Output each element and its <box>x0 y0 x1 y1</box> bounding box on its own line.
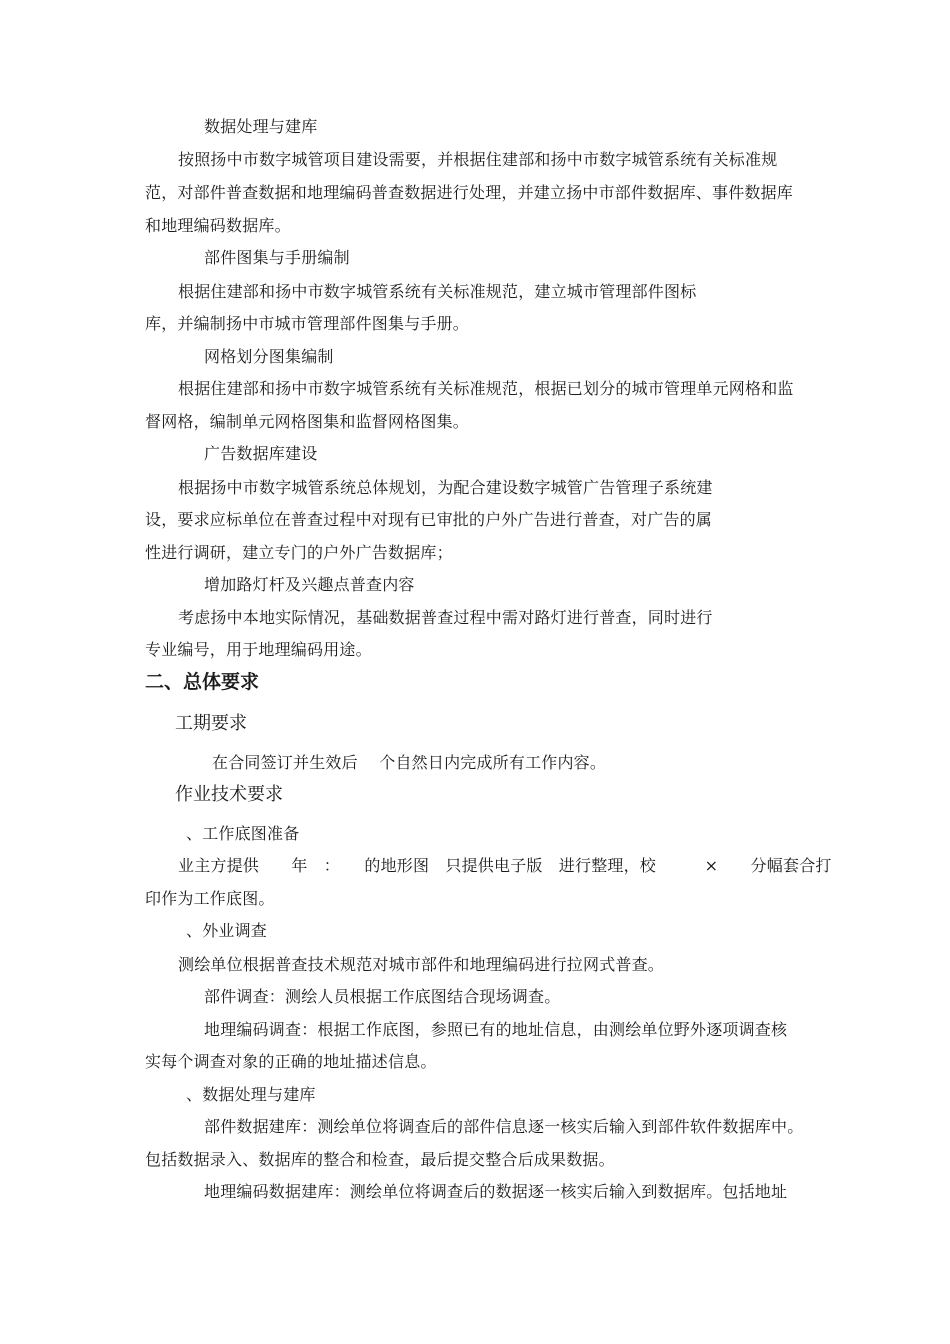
paragraph-line: 印作为工作底图。 <box>145 889 275 908</box>
paragraph-line: 地理编码数据建库：测绘单位将调查后的数据逐一核实后输入到数据库。包括地址 <box>204 1182 788 1201</box>
paragraph-line: 包括数据录入、数据库的整合和检查，最后提交整合后成果数据。 <box>145 1150 615 1169</box>
paragraph-line: 根据扬中市数字城管系统总体规划，为配合建设数字城管广告管理子系统建 <box>178 478 713 497</box>
chapter-title: 二、总体要求 <box>145 671 260 693</box>
item-heading-data-processing: 、数据处理与建库 <box>186 1085 316 1104</box>
subsection-heading-schedule: 工期要求 <box>175 713 247 734</box>
paragraph-line: 根据住建部和扬中市数字城管系统有关标准规范，建立城市管理部件图标 <box>178 282 697 301</box>
item-heading-field-survey: 、外业调查 <box>186 921 268 940</box>
paragraph-line: 根据住建部和扬中市数字城管系统有关标准规范，根据已划分的城市管理单元网格和监 <box>178 379 794 398</box>
paragraph-line: 督网格，编制单元网格图集和监督网格图集。 <box>145 412 470 431</box>
paragraph-line: 设，要求应标单位在普查过程中对现有已审批的户外广告进行普查，对广告的属 <box>145 510 713 529</box>
paragraph-line: 和地理编码数据库。 <box>145 216 291 235</box>
paragraph-line: 考虑扬中本地实际情况，基础数据普查过程中需对路灯进行普查，同时进行 <box>178 608 713 627</box>
paragraph-line: 实每个调查对象的正确的地址描述信息。 <box>145 1052 437 1071</box>
paragraph-line: 地理编码调查：根据工作底图，参照已有的地址信息，由测绘单位野外逐项调查核 <box>204 1020 788 1039</box>
paragraph-line: 业主方提供 年 ： 的地形图 只提供电子版 进行整理，校 × 分幅套合打 <box>178 856 832 875</box>
section-heading-component-atlas: 部件图集与手册编制 <box>204 248 350 267</box>
paragraph-line: 部件调查：测绘人员根据工作底图结合现场调查。 <box>204 987 561 1006</box>
paragraph-line: 范，对部件普查数据和地理编码普查数据进行处理，并建立扬中市部件数据库、事件数据库 <box>145 183 794 202</box>
paragraph-line: 部件数据建库：测绘单位将调查后的部件信息逐一核实后输入到部件软件数据库中。 <box>204 1117 804 1136</box>
paragraph-line: 在合同签订并生效后 个自然日内完成所有工作内容。 <box>212 753 607 772</box>
section-heading-streetlight-survey: 增加路灯杆及兴趣点普查内容 <box>204 575 415 594</box>
paragraph-line: 专业编号，用于地理编码用途。 <box>145 640 372 659</box>
section-heading-data-processing: 数据处理与建库 <box>204 117 318 136</box>
paragraph-line: 性进行调研，建立专门的户外广告数据库； <box>145 543 453 562</box>
subsection-heading-technical: 作业技术要求 <box>175 784 283 805</box>
paragraph-line: 测绘单位根据普查技术规范对城市部件和地理编码进行拉网式普查。 <box>178 955 665 974</box>
section-heading-ad-database: 广告数据库建设 <box>204 444 318 463</box>
section-heading-grid-atlas: 网格划分图集编制 <box>204 347 334 366</box>
paragraph-line: 库，并编制扬中市城市管理部件图集与手册。 <box>145 314 470 333</box>
paragraph-line: 按照扬中市数字城管项目建设需要，并根据住建部和扬中市数字城管系统有关标准规 <box>178 150 778 169</box>
item-heading-base-map: 、工作底图准备 <box>186 824 300 843</box>
